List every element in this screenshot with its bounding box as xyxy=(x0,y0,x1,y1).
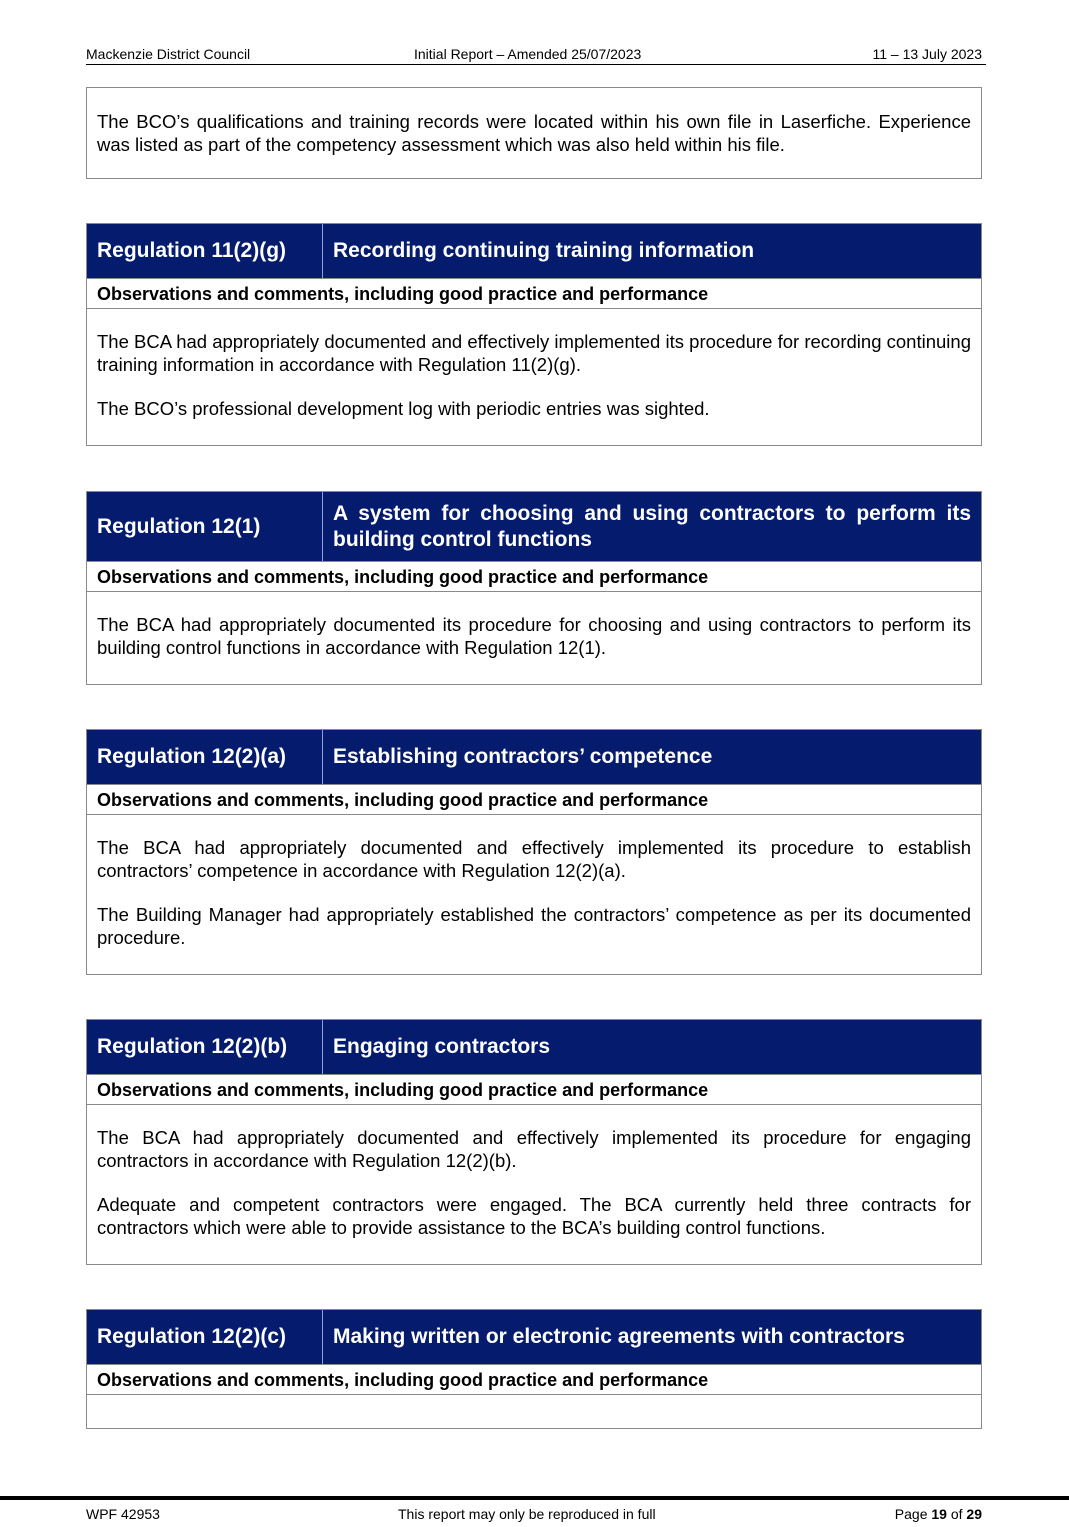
header-report-title: Initial Report – Amended 25/07/2023 xyxy=(414,46,642,62)
observation-paragraph: The BCA had appropriately documented its procedure for choosing and using contractors to perform its building control functions in accordance with Regulation 12(1). xyxy=(97,614,971,658)
regulation-section xyxy=(86,491,982,685)
footer-notice: This report may only be reproduced in full xyxy=(398,1506,656,1522)
observations-label: Observations and comments, including good practice and performance xyxy=(87,784,981,815)
observations-body xyxy=(87,1395,981,1427)
observations-body xyxy=(87,1105,981,1239)
regulation-header xyxy=(87,1020,981,1074)
regulation-header xyxy=(87,224,981,278)
regulation-section xyxy=(86,729,982,975)
footer-rule xyxy=(0,1496,1069,1500)
regulation-title: Recording continuing training information xyxy=(333,239,755,262)
regulation-number: Regulation 12(2)(a) xyxy=(87,730,323,784)
observation-paragraph: The BCA had appropriately documented and effectively implemented its procedure for engaging contractors in accordance with Regulation 12(2)(b). xyxy=(97,1127,971,1171)
footer-reference: WPF 42953 xyxy=(86,1506,160,1522)
regulation-header xyxy=(87,492,981,561)
regulation-number: Regulation 12(2)(c) xyxy=(87,1310,323,1364)
observation-paragraph: The BCA had appropriately documented and effectively implemented its procedure to establish contractors’ competence in accordance with Regulation 12(2)(a). xyxy=(97,837,971,881)
observation-paragraph: The BCA had appropriately documented and effectively implemented its procedure for recording continuing training information in accordance with Regulation 11(2)(g). xyxy=(97,331,971,375)
regulation-title: Making written or electronic agreements with contractors xyxy=(333,1325,905,1348)
observation-paragraph: The BCO’s professional development log with periodic entries was sighted. xyxy=(97,398,710,419)
observation-paragraph: The Building Manager had appropriately established the contractors’ competence as per its documented procedure. xyxy=(97,904,971,948)
observations-label: Observations and comments, including good practice and performance xyxy=(87,561,981,592)
observations-body xyxy=(87,309,981,421)
regulation-title: Establishing contractors’ competence xyxy=(333,745,713,768)
regulation-header xyxy=(87,1310,981,1364)
regulation-number: Regulation 11(2)(g) xyxy=(87,224,323,278)
intro-box xyxy=(86,87,982,179)
observations-body xyxy=(87,815,981,949)
regulation-section xyxy=(86,223,982,446)
observations-body xyxy=(87,592,981,659)
intro-paragraph: The BCO’s qualifications and training records were located within his own file in Laserfiche. Experience was listed as part of the competency assessment which was also held within his file. xyxy=(97,111,971,155)
regulation-section xyxy=(86,1309,982,1429)
regulation-title: A system for choosing and using contractors to perform its building control functions xyxy=(333,501,971,551)
header-dates: 11 – 13 July 2023 xyxy=(872,46,982,62)
header-organisation: Mackenzie District Council xyxy=(86,46,251,62)
regulation-number: Regulation 12(1) xyxy=(87,492,323,561)
page-header xyxy=(86,45,986,65)
observation-paragraph: Adequate and competent contractors were engaged. The BCA currently held three contracts for contractors which were able to provide assistance to the BCA’s building control functions. xyxy=(97,1194,971,1238)
regulation-title: Engaging contractors xyxy=(333,1035,551,1058)
observations-label: Observations and comments, including good practice and performance xyxy=(87,1074,981,1105)
observations-label: Observations and comments, including good practice and performance xyxy=(87,278,981,309)
regulation-number: Regulation 12(2)(b) xyxy=(87,1020,323,1074)
page-number: Page 19 of 29 xyxy=(894,1506,982,1522)
observations-label: Observations and comments, including good practice and performance xyxy=(87,1364,981,1395)
regulation-header xyxy=(87,730,981,784)
regulation-section xyxy=(86,1019,982,1265)
